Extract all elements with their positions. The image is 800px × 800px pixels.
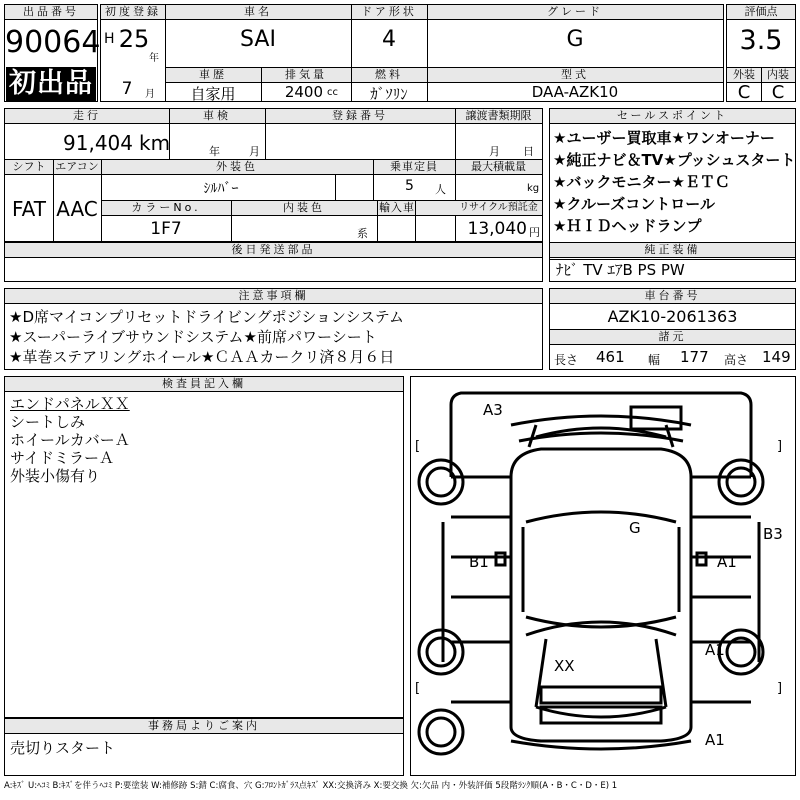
- equipment-value: ﾅﾋﾞ TV ｴｱB PS PW: [556, 261, 685, 279]
- bracket-right-1: ]: [777, 439, 783, 454]
- transfer-label: 譲渡書類期限: [465, 109, 532, 122]
- score: 3.5: [739, 25, 783, 56]
- inspector-list: [10, 395, 130, 485]
- recycle: 13,040: [467, 219, 527, 239]
- width: 177: [680, 348, 709, 366]
- model-label: 型式: [561, 68, 589, 81]
- inspector-box: [4, 376, 404, 718]
- color-no: 1F7: [150, 219, 182, 239]
- mileage: 91,404: [63, 131, 133, 155]
- sales-point-item: ★純正ナビ＆TV★プッシュスタート: [553, 151, 796, 169]
- width-label: 幅: [648, 353, 661, 367]
- office-box: [4, 718, 404, 776]
- displacement-unit: cc: [327, 87, 338, 98]
- interior-color-label: 内装色: [283, 201, 325, 214]
- reg-month: 7: [121, 79, 133, 99]
- inspector-item: ホイールカバーＡ: [10, 431, 130, 449]
- sales-point-item: ★ユーザー買取車★ワンオーナー: [553, 129, 775, 147]
- mark-g: G: [629, 519, 641, 537]
- length-label: 長さ: [554, 353, 579, 367]
- ac: AAC: [56, 197, 98, 221]
- note-item: ★革巻ステアリングホイール★ＣＡＡカークリ済８月６日: [9, 348, 395, 366]
- max-load-label: 最大積載量: [471, 160, 526, 173]
- registration-label: 登録番号: [332, 109, 388, 122]
- details-box: [4, 108, 543, 242]
- shift-label: シフト: [12, 160, 46, 173]
- exterior-color-label: 外装色: [216, 160, 258, 173]
- inspector-item: サイドミラーＡ: [10, 449, 114, 467]
- interior-color-unit: 系: [357, 227, 368, 240]
- notes-list: [9, 307, 404, 367]
- notes-label: 注意事項欄: [5, 289, 542, 304]
- transfer-month: 月: [489, 145, 500, 158]
- interior-grade: C: [771, 82, 785, 103]
- mileage-label: 走行: [73, 109, 101, 122]
- mark-b1: B1: [469, 553, 489, 571]
- interior-label: 内装: [767, 68, 789, 81]
- import-label: 輸入車: [379, 201, 415, 214]
- model: DAA-AZK10: [531, 83, 619, 101]
- reg-month-unit: 月: [145, 89, 155, 100]
- displacement-label: 排気量: [285, 68, 327, 81]
- exterior-color: ｼﾙﾊﾞｰ: [203, 181, 239, 197]
- chassis-label: 車台番号: [550, 289, 795, 304]
- reg-year: 25: [118, 25, 150, 53]
- inspection-label: 車検: [203, 109, 231, 122]
- lot-number: 90064: [5, 25, 101, 60]
- height-label: 高さ: [724, 353, 749, 367]
- displacement: 2400: [284, 83, 323, 101]
- era: H: [104, 31, 115, 47]
- reg-year-unit: 年: [149, 53, 159, 64]
- car-name-label: 車名: [244, 5, 272, 18]
- grade: G: [566, 27, 584, 52]
- first-reg-label: 初度登録: [105, 5, 161, 18]
- mileage-unit: km: [139, 131, 171, 155]
- score-box: [726, 4, 796, 102]
- inspector-item: 外装小傷有り: [10, 467, 101, 485]
- legend: A:ｷｽﾞ U:ﾍｺﾐ B:ｷｽﾞを伴うﾍｺﾐ P:要塗装 W:補修跡 S:錆 C:腐食、穴 G:ﾌﾛﾝﾄｶﾞﾗｽ点ｷｽﾞ XX:交換済み X:要交換 欠:欠品 内・外装評価 5段階ﾗﾝｸ順(A・B・C・D・E) 1: [4, 781, 618, 791]
- capacity-unit: 人: [435, 183, 446, 196]
- capacity: 5: [405, 178, 414, 194]
- sales-points-box: [549, 108, 796, 260]
- mark-a1-3: A1: [705, 731, 725, 749]
- inspection-month-unit: 月: [249, 145, 260, 158]
- mark-a1-1: A1: [717, 553, 737, 571]
- mark-xx: XX: [554, 657, 575, 675]
- history: 自家用: [190, 85, 236, 103]
- mark-a3: A3: [483, 401, 503, 419]
- bracket-left-2: [: [415, 681, 421, 696]
- fuel: ｶﾞｿﾘﾝ: [370, 85, 408, 103]
- chassis-number: AZK10-2061363: [607, 307, 738, 326]
- dimensions-label: 諸元: [550, 330, 795, 345]
- sales-points-list: [553, 127, 798, 237]
- recycle-unit: 円: [529, 226, 540, 239]
- inspector-item: シートしみ: [10, 413, 86, 431]
- header-box: [100, 4, 724, 102]
- doors-label: ドア形状: [361, 5, 417, 18]
- equipment-label: 純正装備: [550, 243, 795, 258]
- doors: 4: [382, 27, 396, 52]
- sales-points-label: セールスポイント: [550, 109, 795, 124]
- bracket-left-1: [: [415, 439, 421, 454]
- note-item: ★スーパーライブサウンドシステム★前席パワーシート: [9, 328, 377, 346]
- grade-label: グレード: [547, 5, 603, 18]
- length: 461: [596, 348, 625, 366]
- height: 149: [762, 348, 791, 366]
- car-diagram-svg: [411, 377, 795, 775]
- bracket-right-2: ]: [777, 681, 783, 696]
- exterior-grade: C: [737, 82, 751, 103]
- lot-box: [4, 4, 101, 102]
- damage-diagram: [410, 376, 796, 776]
- score-label: 評価点: [727, 5, 795, 20]
- notes-box: [4, 288, 543, 370]
- inspection-year-unit: 年: [209, 145, 220, 158]
- later-parts-box: [4, 242, 543, 282]
- exterior-label: 外装: [733, 68, 755, 81]
- history-label: 車歴: [199, 68, 227, 81]
- fuel-label: 燃料: [375, 68, 403, 81]
- inspector-item: エンドパネルＸＸ: [10, 395, 130, 413]
- office-label: 事務局よりご案内: [5, 719, 403, 734]
- office-value: 売切りスタート: [10, 739, 116, 757]
- sales-point-item: ★クルーズコントロール: [553, 195, 715, 213]
- note-item: ★D席マイコンプリセットドライビングポジションシステム: [9, 308, 405, 326]
- equipment-box: [549, 242, 796, 282]
- mark-b3: B3: [763, 525, 783, 543]
- max-load-unit: kg: [527, 183, 540, 194]
- car-name: SAI: [240, 27, 276, 52]
- first-listing-badge: 初出品: [6, 67, 96, 101]
- color-no-label: カラーNo.: [131, 201, 201, 214]
- mark-a1-2: A1: [705, 641, 725, 659]
- later-parts-label: 後日発送部品: [5, 243, 542, 258]
- recycle-label: リサイクル預託金: [459, 202, 538, 213]
- shift: FAT: [11, 197, 46, 221]
- lot-label: 出品番号: [5, 5, 97, 20]
- sales-point-item: ★ＨＩＤヘッドランプ: [553, 217, 702, 235]
- chassis-box: [549, 288, 796, 370]
- inspector-label: 検査員記入欄: [5, 377, 403, 392]
- ac-label: エアコン: [55, 160, 99, 173]
- transfer-day: 日: [523, 145, 534, 158]
- sales-point-item: ★バックモニター★ＥＴＣ: [553, 173, 730, 191]
- capacity-label: 乗車定員: [390, 160, 438, 173]
